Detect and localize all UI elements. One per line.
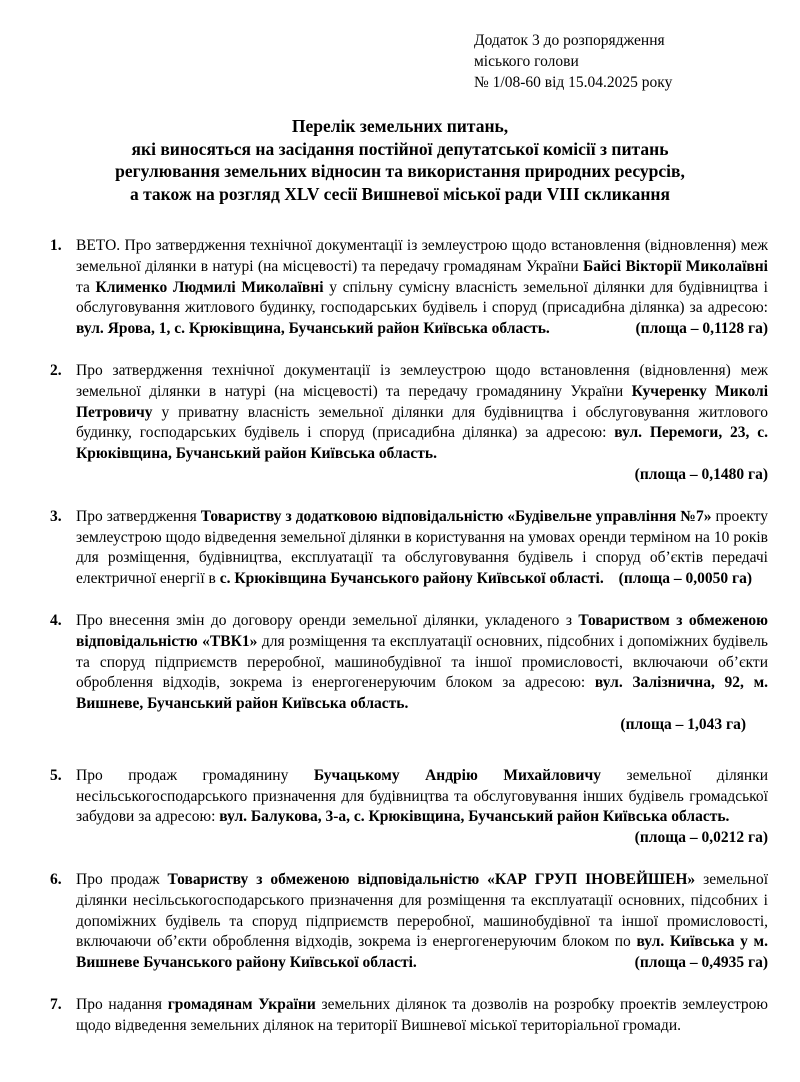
item-text: Про внесення змін до договору оренди земельної ділянки, укладеного з [76, 611, 579, 629]
item-text: проекту землеустрою щодо відведення земельної ділянки в користування на умовах оренди терміном на 10 років для розміщення, будівництва, експлуатації та обслуговування будівель і споруд об’єктів передачі електричної енергії в [76, 507, 768, 588]
item-number: 5. [50, 766, 62, 784]
item-address: вул. Перемоги, 23, с. Крюківщина, Бучанський район Київська область. [76, 424, 768, 463]
item-recipients: громадянам України [167, 995, 316, 1013]
item-person: Бучацькому Андрію Михайловичу [313, 766, 601, 784]
title-line: а також на розгляд XLV сесії Вишневої міської ради VIII скликання [130, 183, 670, 204]
agenda-item [32, 766, 768, 849]
item-text: ВЕТО. Про затвердження технічної документації із землеустрою щодо встановлення (відновлення) меж земельної ділянки в натурі (на місцевості) та передачу громадянам України [76, 237, 768, 275]
item-text: у спільну сумісну власність земельної ділянки для будівництва і обслуговування житлового будинку, господарських будівель і споруд (присадибна ділянка) за адресою: [76, 278, 768, 317]
item-text: земельної ділянки несільськогосподарського призначення для будівництва та обслуговування інших будівель громадської забудови за адресою: [76, 766, 768, 826]
item-area: (площа – 0,1480 га) [634, 465, 768, 483]
item-number: 2. [50, 361, 62, 379]
annex-number-date: № 1/08-60 від 15.04.2025 року [474, 74, 673, 91]
item-text: земельної ділянки несільськогосподарського призначення для розміщення та експлуатації основних, підсобних і допоміжних будівель та споруд підприємств переробної, машинобудівної та іншої промисловості, включаючи об’єкти оброблення відходів, зокрема із енергогенеруючим блоком по [76, 870, 768, 951]
item-text: земельних ділянок та дозволів на розробку проектів землеустрою щодо відведення земельних ділянок на території Вишневої міської територіальної громади. [76, 995, 769, 1034]
item-person: Клименко Людмилі Миколаївні [95, 278, 324, 296]
item-text: Про продаж [76, 870, 168, 888]
title-line: Перелік земельних питань, [291, 116, 509, 136]
item-text: Про надання [76, 995, 168, 1013]
item-person: Байсі Вікторії Миколаївні [583, 257, 768, 275]
item-number: 7. [50, 995, 62, 1013]
item-text: Про затвердження [76, 507, 201, 525]
document-annex-header [474, 30, 672, 93]
item-address: вул. Залізнична, 92, м. Вишневе, Бучанський район Київська область. [76, 674, 768, 713]
title-line: регулювання земельних відносин та використання природних ресурсів, [115, 161, 685, 181]
document-title [30, 115, 770, 205]
title-line: які виносяться на засідання постійної депутатської комісії з питань [131, 138, 669, 159]
item-address: вул. Київська у м. Вишневе Бучанського району Київської області. [76, 933, 768, 972]
item-company: Товариством з обмеженою відповідальністю «ТВК1» [76, 611, 768, 650]
item-address: с. Крюківщина Бучанського району Київської області. [219, 570, 604, 588]
item-text: та [76, 278, 96, 296]
item-text: у приватну власність земельної ділянки для будівництва і обслуговування житлового будинку, господарських будівель і споруд (присадибна ділянка) за адресою: [76, 403, 768, 442]
item-address: вул. Ярова, 1, с. Крюківщина, Бучанський район Київська область. [76, 320, 550, 338]
item-number: 1. [50, 237, 62, 254]
item-text: для розміщення та експлуатації основних, підсобних і допоміжних будівель та споруд підприємств переробної, машинобудівної та іншої промисловості, включаючи об’єкти оброблення відходів, зокрема із енергогенеруючим блоком за адресою: [76, 632, 768, 692]
agenda-item [32, 611, 768, 736]
item-company: Товариству з обмеженою відповідальністю «КАР ГРУП ІНОВЕЙШЕН» [167, 870, 696, 888]
agenda-list [32, 236, 768, 1058]
agenda-item [32, 507, 768, 590]
item-area: (площа – 1,043 га) [620, 715, 746, 733]
agenda-item [32, 361, 768, 486]
item-area: (площа – 0,0212 га) [634, 829, 768, 847]
item-company: Товариству з додатковою відповідальністю «Будівельне управління №7» [200, 507, 712, 525]
agenda-item [32, 995, 768, 1037]
item-area: (площа – 0,0050 га) [618, 570, 752, 588]
item-person: Кучеренку Миколі Петровичу [76, 382, 768, 421]
annex-line: Додаток 3 до розпорядження [474, 32, 665, 49]
item-area: (площа – 0,4935 га) [634, 954, 768, 972]
item-number: 4. [50, 611, 62, 629]
item-number: 6. [50, 870, 62, 888]
agenda-item [32, 870, 768, 974]
item-area: (площа – 0,1128 га) [635, 320, 768, 338]
annex-line: міського голови [474, 53, 579, 70]
agenda-item [32, 236, 768, 340]
item-number: 3. [50, 507, 62, 525]
item-text: Про продаж громадянину [76, 766, 314, 784]
item-text: Про затвердження технічної документації із землеустрою щодо встановлення (відновлення) меж земельної ділянки в натурі (на місцевості) та передачу громадянину України [76, 361, 768, 400]
item-address: вул. Балукова, 3-а, с. Крюківщина, Бучанський район Київська область. [219, 808, 730, 826]
